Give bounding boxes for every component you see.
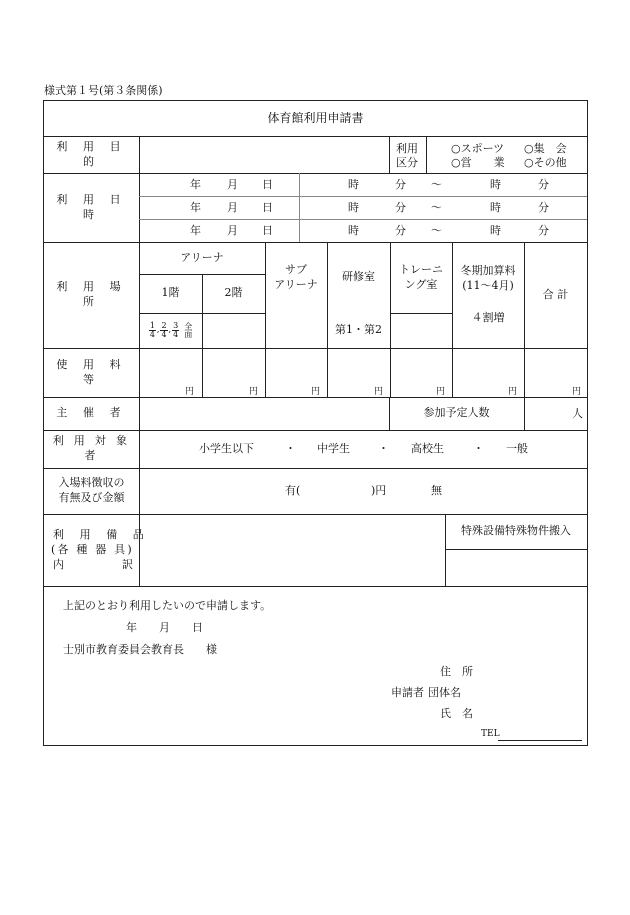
dt1-hour-end: 時: [490, 178, 501, 191]
dt1-month: 月: [227, 178, 238, 191]
fee-yen-training: 円: [374, 387, 384, 397]
arena-floor2: 2階: [224, 286, 243, 300]
dt3-minute-end: 分: [538, 224, 549, 237]
fee-yen-floor1: 円: [185, 387, 195, 397]
dt2-tilde: 〜: [431, 201, 442, 214]
sub-arena-line2: アリーナ: [274, 277, 318, 291]
sub-arena-line1: サブ: [285, 262, 307, 276]
participants-unit: 人: [572, 407, 583, 420]
applicant-label: 申請者: [391, 686, 424, 699]
admission-label-line2: 有無及び金額: [58, 491, 125, 504]
training-room-heading: [390, 242, 452, 313]
organizer-label: 主 催 者: [56, 406, 127, 420]
divider: [426, 136, 427, 173]
dt1-hour: 時: [348, 178, 359, 191]
winter-line1: 冬期加算料: [460, 264, 516, 277]
dt1-day: 日: [262, 178, 273, 191]
surcharge-rate: ４割増: [471, 311, 505, 325]
dt2-minute: 分: [395, 201, 406, 214]
equipment-label-line2: (各 種 器 具): [51, 543, 134, 556]
target-elementary[interactable]: 小学生以下: [199, 442, 254, 455]
admission-label: [44, 468, 139, 514]
fee-yen-sub-arena: 円: [311, 387, 321, 397]
dt3-year: 年: [190, 224, 201, 237]
dt3-hour: 時: [348, 224, 359, 237]
divider: [299, 173, 300, 242]
special-equipment-label: 特殊設備特殊物件搬入: [461, 524, 571, 538]
training-room-numbers: 第1・第2: [335, 323, 382, 337]
divider: [390, 313, 452, 314]
divider: [139, 219, 587, 220]
form-title: 体育館利用申請書: [267, 111, 364, 126]
divider: [389, 136, 390, 173]
admission-yes[interactable]: 有(: [285, 484, 301, 497]
option-other[interactable]: ○その他: [524, 156, 567, 169]
dt2-month: 月: [227, 201, 238, 214]
fee-yen-floor2: 円: [249, 387, 259, 397]
tel-input-line[interactable]: [498, 740, 582, 741]
target-separator: ・: [285, 442, 296, 455]
admission-no[interactable]: 無: [431, 484, 442, 497]
equipment-label-line3a: 内: [53, 558, 64, 571]
divider: [44, 586, 587, 587]
dt1-tilde: 〜: [431, 178, 442, 191]
application-date[interactable]: 年 月 日: [126, 621, 203, 634]
training-room-line2: ング室: [404, 277, 438, 291]
option-sports[interactable]: ○スポーツ: [451, 142, 505, 155]
fraction-three-quarters[interactable]: $\frac{3}{4}$: [173, 321, 179, 339]
dt3-tilde: 〜: [431, 224, 442, 237]
application-form: [43, 100, 588, 746]
application-statement: 上記のとおり利用したいので申請します。: [63, 599, 272, 612]
equipment-label-line3b: 訳: [122, 558, 133, 571]
name-label: 氏 名: [440, 707, 473, 720]
admission-label-line1: 入場料徴収の: [58, 476, 125, 490]
dt2-hour: 時: [348, 201, 359, 214]
fraction-two-quarters[interactable]: $\frac{2}{4}$: [161, 321, 167, 339]
purpose-label: 利 用 目 的: [56, 139, 127, 168]
category-label-line1: 利用: [396, 142, 418, 155]
divider: [139, 196, 587, 197]
dt2-year: 年: [190, 201, 201, 214]
address-label: 住 所: [440, 665, 473, 678]
divider: [445, 549, 587, 550]
divider: [139, 136, 140, 586]
category-label-line2: 区分: [396, 156, 418, 169]
fee-yen-total: 円: [572, 387, 582, 397]
dt1-minute: 分: [395, 178, 406, 191]
dt3-hour-end: 時: [490, 224, 501, 237]
target-junior-high[interactable]: 中学生: [317, 442, 350, 455]
dt2-minute-end: 分: [538, 201, 549, 214]
fee-yen-training-room: 円: [436, 387, 446, 397]
arena-heading: アリーナ: [180, 250, 224, 264]
target-high-school[interactable]: 高校生: [411, 442, 444, 455]
dt1-minute-end: 分: [538, 178, 549, 191]
fee-yen-winter: 円: [508, 387, 518, 397]
dt3-day: 日: [262, 224, 273, 237]
winter-line2: (11〜4月): [462, 278, 514, 292]
equipment-label-line1: 利 用 備 品: [53, 528, 150, 541]
form-number: 様式第１号(第３条関係): [44, 84, 163, 97]
sub-arena-heading: [265, 242, 327, 313]
target-label: 利 用 対 象 者: [52, 434, 131, 462]
admission-yen: )円: [371, 484, 387, 497]
training-heading: 研修室: [342, 270, 375, 284]
option-meeting[interactable]: ○集 会: [524, 142, 567, 155]
dt3-minute: 分: [395, 224, 406, 237]
divider: [524, 397, 525, 430]
target-separator: ・: [378, 442, 389, 455]
dt2-hour-end: 時: [490, 201, 501, 214]
arena-fraction-options: $\frac{1}{4}$ , $\frac{2}{4}$ , $\frac{3}{4}$ 全 面: [149, 321, 193, 339]
dt2-day: 日: [262, 201, 273, 214]
dt3-month: 月: [227, 224, 238, 237]
place-label: 利 用 場 所: [56, 280, 127, 308]
fee-label: 使 用 料 等: [56, 357, 127, 386]
tel-label: TEL: [481, 729, 500, 739]
total-heading: 合 計: [542, 287, 569, 301]
group-name-label: 団体名: [428, 686, 461, 699]
datetime-label: 利 用 日 時: [56, 192, 127, 221]
fraction-one-quarter[interactable]: $\frac{1}{4}$: [149, 321, 155, 339]
arena-floor1: 1階: [161, 286, 180, 300]
training-room-line1: トレーニ: [399, 262, 443, 276]
target-separator: ・: [473, 442, 484, 455]
addressee: 士別市教育委員会教育長 様: [63, 643, 217, 656]
option-business[interactable]: ○営 業: [451, 156, 505, 169]
whole-surface[interactable]: 全 面: [184, 321, 193, 339]
dt1-year: 年: [190, 178, 201, 191]
expected-participants-label: 参加予定人数: [423, 406, 490, 420]
target-general[interactable]: 一般: [506, 442, 528, 455]
